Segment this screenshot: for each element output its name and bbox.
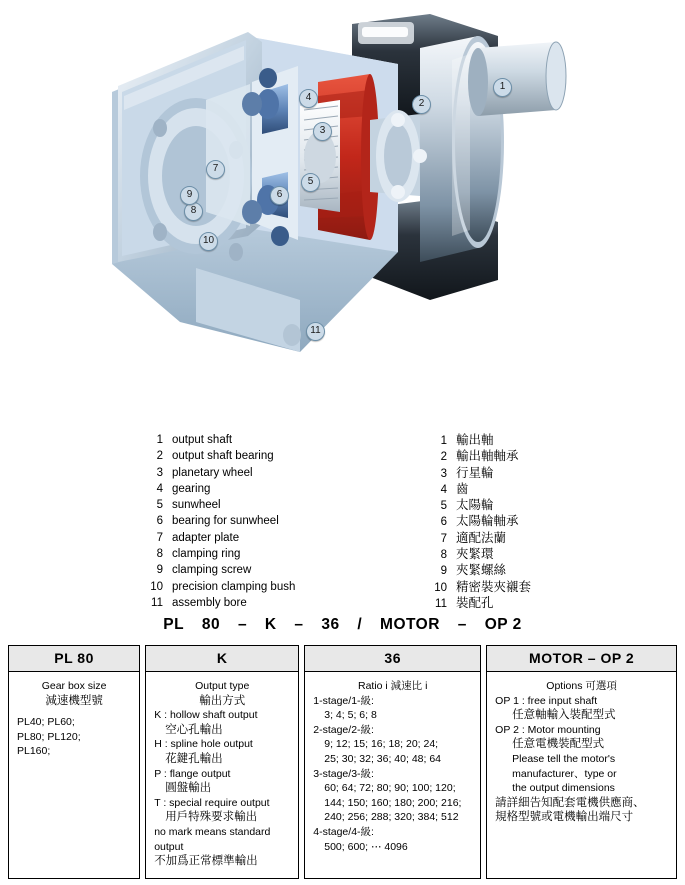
legend-label: gearing	[172, 482, 211, 495]
box-line: manufacturer、type or	[512, 767, 617, 780]
legend-number: 11	[151, 596, 163, 609]
box-gear-box-size	[8, 645, 140, 879]
legend-number: 8	[156, 548, 163, 561]
box-line: 輸出方式	[199, 694, 246, 707]
legend-item	[425, 595, 665, 611]
model-code-dash-3: –	[457, 616, 467, 633]
box-line: PL80; PL120;	[17, 730, 81, 743]
box-line: OP 1 : free input shaft	[495, 694, 598, 707]
callout-7: 7	[206, 160, 225, 179]
legend-item	[425, 579, 665, 595]
box-output-type	[145, 645, 299, 879]
legend-item	[141, 562, 431, 578]
legend-number: 7	[440, 532, 447, 545]
legend-item	[141, 579, 431, 595]
model-code-prefix: PL	[163, 616, 185, 633]
legend-label: 夾緊螺絲	[456, 563, 507, 578]
gearbox-cutaway-drawing	[0, 0, 685, 415]
box-line: 3; 4; 5; 6; 8	[324, 709, 377, 722]
box-line: 60; 64; 72; 80; 90; 100; 120;	[324, 782, 456, 795]
legend-item	[141, 481, 431, 497]
callout-9: 9	[180, 186, 199, 205]
legend-label: 適配法蘭	[456, 530, 507, 545]
callout-10: 10	[199, 232, 218, 251]
box-ratio	[304, 645, 481, 879]
box-line: P : flange output	[154, 767, 231, 780]
callout-6: 6	[270, 186, 289, 205]
callout-8: 8	[184, 202, 203, 221]
legend-number: 1	[156, 434, 163, 446]
legend-number: 10	[434, 581, 447, 594]
legend-label: bearing for sunwheel	[172, 515, 279, 528]
legend-label: output shaft	[172, 434, 233, 446]
legend-label: output shaft bearing	[172, 450, 274, 463]
callout-1: 1	[493, 78, 512, 97]
legend-item	[141, 465, 431, 481]
legend-number: 4	[156, 482, 163, 495]
legend-number: 6	[440, 516, 447, 529]
legend-label: clamping ring	[172, 548, 241, 561]
legend-label: 齒	[456, 481, 469, 496]
legend-number: 10	[150, 580, 163, 593]
legend-item	[425, 448, 665, 464]
box-line: 144; 150; 160; 180; 200; 216;	[324, 796, 462, 809]
legend-label: 太陽輪	[456, 498, 494, 513]
legend-label: precision clamping bush	[172, 580, 296, 593]
callout-5: 5	[301, 173, 320, 192]
box-spacer	[17, 708, 131, 715]
box-header: 36	[305, 646, 480, 672]
callout-4: 4	[299, 89, 318, 108]
legend-number: 2	[440, 451, 447, 464]
box-line: output	[154, 840, 184, 853]
box-line: 花鍵孔輸出	[165, 752, 223, 765]
legend-number: 5	[440, 500, 447, 513]
box-line: 圓盤輸出	[165, 782, 212, 795]
box-line: PL160;	[17, 745, 51, 758]
callout-2: 2	[412, 95, 431, 114]
legend-label: 輸出軸	[456, 433, 494, 447]
box-line: Please tell the motor's	[512, 752, 616, 765]
box-line: Output type	[195, 680, 250, 692]
legend-number: 7	[156, 531, 163, 544]
legend-label: 精密裝夾襯套	[456, 579, 532, 594]
box-line: Ratio i 減速比 i	[357, 680, 428, 692]
callout-11: 11	[306, 322, 325, 341]
model-code-size: 80	[201, 616, 221, 633]
legend-label: 輸出軸軸承	[456, 449, 519, 464]
legend-number: 3	[440, 467, 447, 480]
legend-label: adapter plate	[172, 531, 240, 544]
legend-item	[141, 513, 431, 529]
model-code-ratio: 36	[321, 616, 340, 633]
model-code-dash-2: –	[294, 616, 304, 633]
legend-item	[141, 595, 431, 611]
box-line: 請詳細告知配套電機供應商、	[495, 796, 645, 809]
legend-item	[141, 497, 431, 513]
box-line: the output dimensions	[512, 782, 615, 795]
box-line: PL40; PL60;	[17, 716, 75, 729]
box-line: K : hollow shaft output	[154, 709, 258, 722]
model-code-slash: /	[357, 616, 363, 633]
gearbox-illustration	[0, 0, 685, 415]
box-line: 240; 256; 288; 320; 384; 512	[324, 811, 459, 824]
box-line: 空心孔輸出	[165, 723, 223, 736]
legend-item	[141, 530, 431, 546]
model-code-dash-1: –	[237, 616, 248, 633]
legend-number: 3	[156, 466, 163, 479]
legend-number: 5	[156, 499, 163, 512]
box-line: 減速機型號	[45, 694, 103, 707]
box-line: 9; 12; 15; 16; 18; 20; 24;	[324, 738, 439, 751]
model-code-option: OP 2	[484, 616, 522, 633]
model-code-output-type: K	[264, 616, 277, 633]
box-line: OP 2 : Motor mounting	[495, 723, 601, 736]
legend-number: 9	[156, 564, 163, 577]
legend-item	[425, 530, 665, 546]
callout-3: 3	[313, 122, 332, 141]
box-motor-options	[486, 645, 677, 879]
legend-number: 4	[440, 483, 447, 496]
box-header: K	[146, 646, 298, 672]
legend-item	[141, 546, 431, 562]
box-body	[487, 672, 676, 834]
legend	[0, 432, 685, 612]
box-line: 規格型號或電機輸出端尺寸	[495, 811, 634, 824]
legend-number: 8	[440, 549, 447, 562]
legend-item	[425, 465, 665, 481]
box-header: PL 80	[9, 646, 139, 672]
box-line: no mark means standard	[154, 825, 271, 838]
legend-item	[141, 448, 431, 464]
legend-label: 裝配孔	[456, 595, 494, 610]
legend-item	[425, 513, 665, 529]
legend-number: 1	[440, 435, 447, 447]
legend-label: assembly bore	[172, 596, 247, 609]
box-line: T : special require output	[154, 796, 270, 809]
box-line: Gear box size	[41, 680, 107, 692]
specification-boxes	[8, 645, 677, 879]
legend-column-chinese	[425, 432, 665, 611]
legend-label: planetary wheel	[172, 466, 253, 479]
box-line: 25; 30; 32; 36; 40; 48; 64	[324, 752, 442, 765]
legend-label: 行星輪	[456, 465, 494, 480]
legend-label: clamping screw	[172, 564, 252, 577]
box-body	[305, 672, 480, 863]
legend-item	[425, 481, 665, 497]
legend-item	[425, 546, 665, 562]
legend-column-english	[141, 432, 431, 611]
legend-item	[141, 432, 431, 448]
box-line: 500; 600; ⋯ 4096	[324, 840, 408, 853]
model-code-line	[0, 616, 685, 634]
box-header: MOTOR – OP 2	[487, 646, 676, 672]
box-line: 4-stage/4-級:	[313, 825, 374, 838]
legend-number: 9	[440, 565, 447, 578]
legend-number: 11	[435, 597, 447, 610]
box-line: 任意軸輸入裝配型式	[512, 709, 616, 722]
legend-item	[425, 562, 665, 578]
model-code-motor: MOTOR	[380, 616, 440, 633]
legend-number: 6	[156, 515, 163, 528]
legend-label: 太陽輪軸承	[456, 514, 519, 529]
box-line: 2-stage/2-級:	[313, 723, 374, 736]
box-body	[9, 672, 139, 768]
box-line: Options 可選項	[546, 680, 617, 692]
legend-number: 2	[156, 450, 163, 463]
box-body	[146, 672, 298, 878]
legend-label: 夾緊環	[456, 547, 494, 562]
legend-label: sunwheel	[172, 499, 221, 512]
box-line: H : spline hole output	[154, 738, 253, 751]
box-line: 3-stage/3-級:	[313, 767, 374, 780]
legend-item	[425, 497, 665, 513]
box-line: 用戶特殊要求輸出	[165, 811, 258, 824]
box-line: 1-stage/1-級:	[313, 694, 374, 707]
box-line: 任意電機裝配型式	[512, 738, 605, 751]
legend-item	[425, 432, 665, 448]
box-line: 不加爲正常標準輸出	[154, 855, 258, 868]
